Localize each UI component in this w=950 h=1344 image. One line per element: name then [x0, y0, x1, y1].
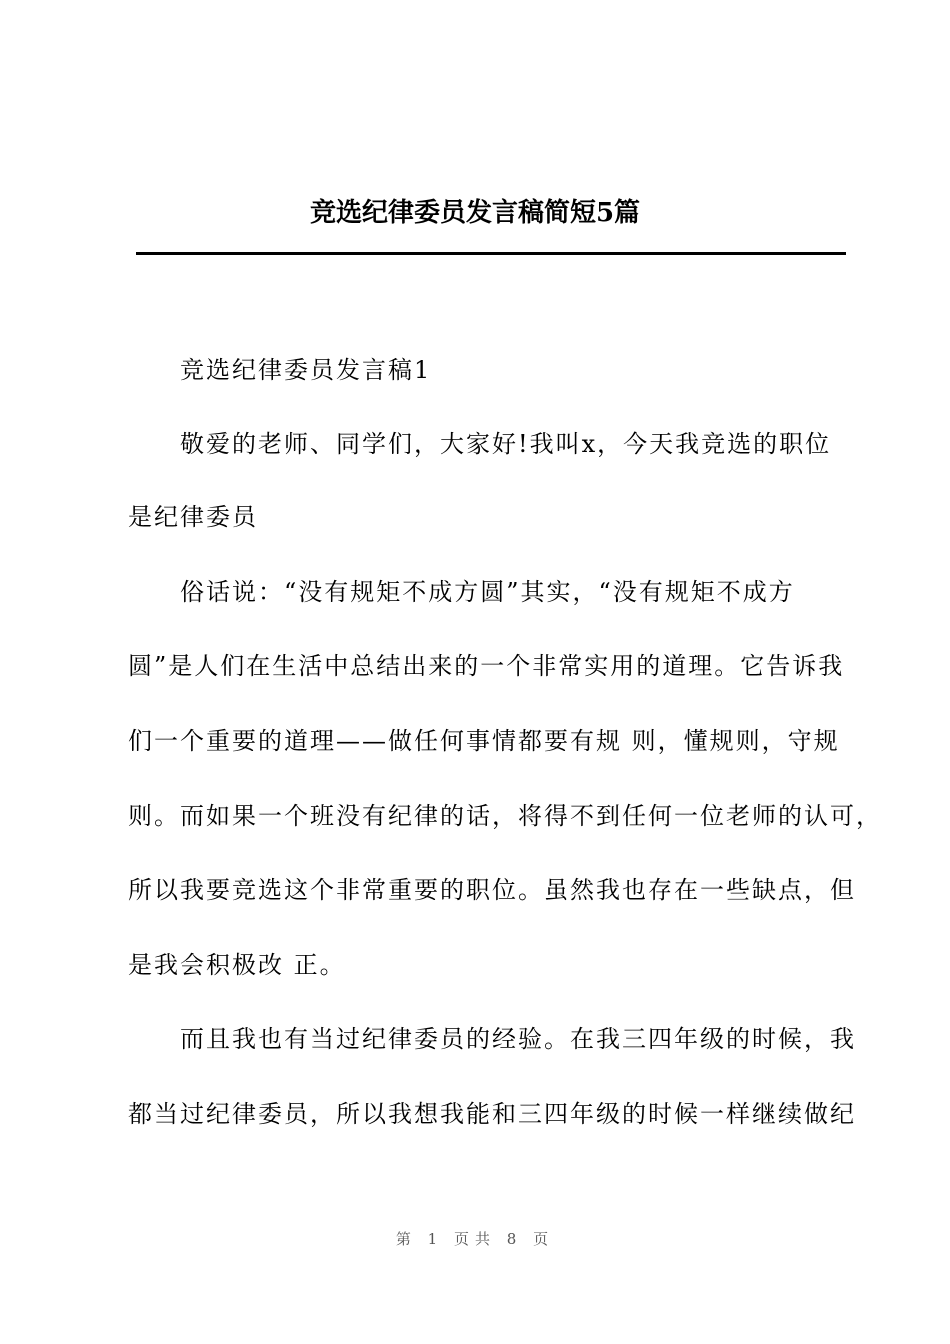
page-number-footer: 第 1 页共 8 页	[395, 1230, 555, 1248]
paragraph-line: 是纪律委员	[128, 503, 258, 531]
title-underline-rule	[136, 252, 846, 255]
paragraph-line: 所以我要竞选这个非常重要的职位。虽然我也存在一些缺点，但	[128, 876, 856, 904]
section-heading: 竞选纪律委员发言稿1	[180, 356, 432, 384]
paragraph-line: 是我会积极改 正。	[128, 951, 346, 979]
paragraph-line: 圆”是人们在生活中总结出来的一个非常实用的道理。它告诉我	[128, 652, 845, 680]
paragraph-line: 俗话说：“没有规矩不成方圆”其实，“没有规矩不成方	[180, 578, 795, 606]
document-title: 竞选纪律委员发言稿简短5篇	[309, 198, 641, 228]
paragraph-line: 则。而如果一个班没有纪律的话，将得不到任何一位老师的认可，	[128, 802, 882, 830]
paragraph-line: 们一个重要的道理——做任何事情都要有规 则，懂规则，守规	[128, 727, 840, 755]
paragraph-line: 而且我也有当过纪律委员的经验。在我三四年级的时候，我	[180, 1025, 856, 1053]
paragraph-line: 都当过纪律委员，所以我想我能和三四年级的时候一样继续做纪	[128, 1100, 856, 1128]
paragraph-line: 敬爱的老师、同学们，大家好!我叫x，今天我竞选的职位	[180, 430, 832, 458]
